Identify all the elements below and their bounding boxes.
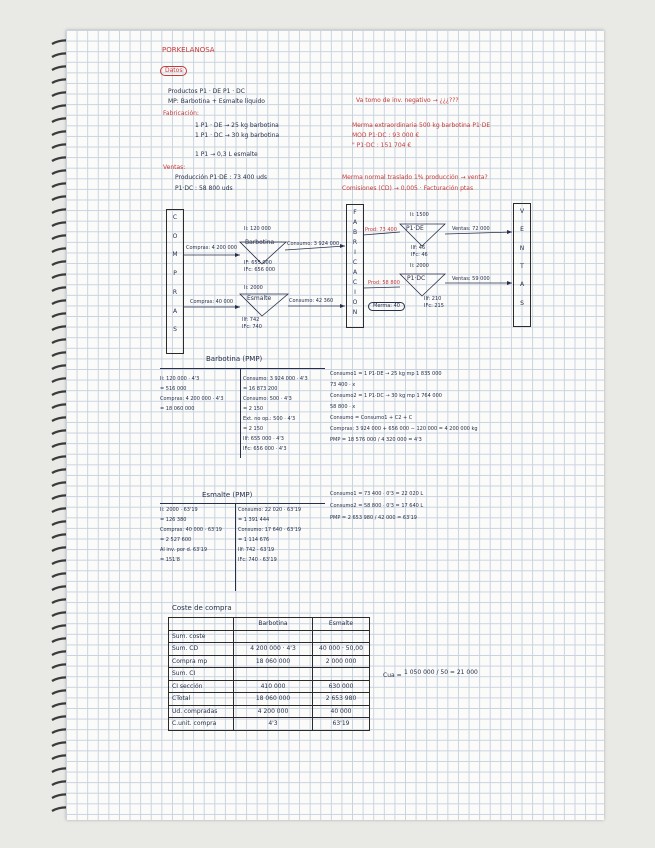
costes-row bbox=[169, 705, 370, 718]
de-prod: Prod: 73 400 bbox=[365, 227, 397, 233]
esm-consumo: Consumo: 42 360 bbox=[289, 298, 334, 304]
esmalte-debit-line: = 126 380 bbox=[160, 517, 187, 523]
costes-cell bbox=[313, 668, 370, 681]
esmalte-debit-line: Al inv. por d. 63'19 bbox=[160, 547, 208, 553]
intro-line-5: 1 P1 · DC → 30 kg barbotina bbox=[195, 132, 280, 139]
bar-if: IF: 655 000 bbox=[244, 260, 272, 266]
esmalte-debit-line: = 151'8 bbox=[160, 557, 180, 563]
ventas-letter: V bbox=[519, 208, 525, 215]
bar-ii: Ii: 120 000 bbox=[244, 226, 271, 232]
barbotina-debit-line: Ii: 120 000 · 4'3 bbox=[160, 376, 200, 382]
costes-col-barbotina: Barbotina bbox=[234, 618, 313, 631]
fabricacion-letter: A bbox=[352, 269, 358, 276]
costes-table bbox=[168, 617, 370, 731]
esmalte-credit-line: = 1 391 444 bbox=[238, 517, 270, 523]
costes-row bbox=[169, 718, 370, 731]
esmalte-heading: Esmalte (PMP) bbox=[202, 491, 253, 499]
costes-row-label: Ud. compradas bbox=[169, 705, 234, 718]
barbotina-note-line: 73 400 · x bbox=[330, 382, 356, 388]
note-2: Merma extraordinaria 500 kg barbotina P1·DE bbox=[352, 122, 491, 129]
esm-ii: Ii: 2000 bbox=[244, 285, 263, 291]
costes-cell: 630 000 bbox=[313, 680, 370, 693]
de-ii: Ii: 1500 bbox=[410, 212, 429, 218]
costes-row-label: Sum. CD bbox=[169, 643, 234, 656]
dc-ifc: IFc: 215 bbox=[424, 303, 444, 309]
esmalte-t-vertical bbox=[235, 503, 236, 591]
compras-letter: P bbox=[173, 270, 177, 278]
costes-cell: 40 000 · 50,00 bbox=[313, 643, 370, 656]
costes-cell: 4 200 000 · 4'3 bbox=[234, 643, 313, 656]
compras-letter: M bbox=[172, 251, 178, 259]
barbotina-debit-line: Compras: 4 200 000 · 4'3 bbox=[160, 396, 224, 402]
costes-cell bbox=[234, 630, 313, 643]
compras-letter: A bbox=[172, 307, 178, 315]
compras-letter: S bbox=[173, 326, 177, 334]
costes-row bbox=[169, 668, 370, 681]
barbotina-note-line: Compras: 3 924 000 + 656 000 − 120 000 = 4 200 000 kg bbox=[330, 426, 478, 432]
note-5: Merma normal traslado 1% producción → venta? bbox=[342, 174, 488, 181]
esm-compras: Compras: 40 000 bbox=[190, 299, 234, 305]
ventas-letter: S bbox=[520, 299, 524, 307]
barbotina-credit-line: = 2 150 bbox=[243, 426, 264, 432]
costes-cell: 18 060 000 bbox=[234, 655, 313, 668]
intro-line-2: MP: Barbotina + Esmalte líquido bbox=[168, 98, 265, 105]
esmalte-credit-line: IFc: 740 · 63'19 bbox=[238, 557, 277, 563]
intro-line-1: Productos P1 · DE P1 · DC bbox=[168, 88, 245, 95]
costes-row-label: Sum. CI bbox=[169, 668, 234, 681]
costes-corner bbox=[169, 618, 234, 631]
costes-cell: 2 653 980 bbox=[313, 693, 370, 706]
ventas-letter: A bbox=[519, 281, 525, 289]
costes-col-esmalte: Esmalte bbox=[313, 618, 370, 631]
bar-ifc: IFc: 656 000 bbox=[244, 267, 276, 273]
barbotina-credit-line: Ext. no op.: 500 · 4'3 bbox=[243, 416, 296, 422]
barbotina-debit-line: = 516 000 bbox=[160, 386, 187, 392]
esmalte-note-line: Consumo2 = 58 800 · 0'3 = 17 640 L bbox=[330, 503, 424, 509]
intro-line-3: Fabricación: bbox=[163, 110, 199, 117]
de-ventas: Ventas: 72 000 bbox=[452, 226, 490, 232]
costes-cell: 2 000 000 bbox=[313, 655, 370, 668]
esmalte-credit-line: Consumo: 22 020 · 63'19 bbox=[238, 507, 302, 513]
costes-row bbox=[169, 693, 370, 706]
fabricacion-letter: A bbox=[352, 219, 358, 226]
esm-if: IIf: 742 bbox=[242, 317, 260, 323]
de-ifc: IFc: 46 bbox=[411, 252, 428, 258]
fabricacion-letter: C bbox=[352, 279, 358, 286]
costes-row bbox=[169, 630, 370, 643]
fabricacion-letter: F bbox=[353, 209, 357, 216]
bar-compras: Compras: 4 200 000 bbox=[186, 245, 238, 251]
page-title: PORKELANOSA bbox=[162, 46, 215, 54]
costes-row bbox=[169, 680, 370, 693]
esmalte-debit-line: Ii: 2000 · 63'19 bbox=[160, 507, 198, 513]
intro-line-7: Ventas: bbox=[163, 164, 186, 171]
esmalte-note-line: PMP = 2 653 980 / 42 000 = 63'19 bbox=[330, 515, 417, 521]
esmalte-credit-line: IIf: 742 · 63'19 bbox=[238, 547, 275, 553]
barbotina-t-vertical bbox=[240, 368, 241, 458]
fabricacion-letter: I bbox=[354, 289, 356, 296]
costes-row bbox=[169, 655, 370, 668]
fabricacion-letter: N bbox=[352, 309, 358, 316]
compras-letter: R bbox=[172, 288, 178, 296]
costes-cell: 18 060 000 bbox=[234, 693, 313, 706]
esmalte-debit-line: = 2 527 600 bbox=[160, 537, 192, 543]
esmalte-t-horizontal bbox=[160, 503, 325, 504]
fabricacion-letter: B bbox=[352, 229, 358, 236]
barbotina-credit-line: = 16 873 200 bbox=[243, 386, 278, 392]
intro-line-9: P1·DC : 58 800 uds bbox=[175, 185, 233, 192]
intro-line-8: Producción P1·DE : 73 400 uds bbox=[175, 174, 268, 181]
costes-cell: 410 000 bbox=[234, 680, 313, 693]
esmalte-credit-line: Consumo: 17 640 · 63'19 bbox=[238, 527, 302, 533]
barbotina-note-line: PMP = 18 576 000 / 4 320 000 = 4'3 bbox=[330, 437, 422, 443]
barbotina-heading: Barbotina (PMP) bbox=[206, 355, 263, 363]
barbotina-note-line: Consumo1 = 1 P1·DE → 25 kg mp 1 835 000 bbox=[330, 371, 442, 377]
dc-if: IIf: 210 bbox=[424, 296, 442, 302]
compras-letter: O bbox=[172, 232, 178, 240]
bar-consumo: Consumo: 3 924 000 bbox=[287, 241, 340, 247]
note-4: " P1·DC : 151 704 € bbox=[352, 142, 412, 149]
ventas-letter: N bbox=[519, 244, 525, 252]
merma-box: Merma: 40 bbox=[368, 302, 405, 311]
cua-label: Cua = bbox=[383, 672, 402, 679]
costes-cell bbox=[234, 668, 313, 681]
cua-expression: 1 050 000 / 50 = 21 000 bbox=[404, 669, 478, 676]
fabricacion-letter: R bbox=[352, 239, 358, 246]
dc-ventas: Ventas: 59 000 bbox=[452, 276, 490, 282]
barbotina-credit-line: Consumo: 500 · 4'3 bbox=[243, 396, 292, 402]
costes-heading: Coste de compra bbox=[172, 604, 232, 612]
dc-ii: Ii: 2000 bbox=[410, 263, 429, 269]
costes-row bbox=[169, 643, 370, 656]
barbotina-note-line: Consumo2 = 1 P1·DC → 30 kg mp 1 764 000 bbox=[330, 393, 442, 399]
barbotina-note-line: Consumo = Consumo1 + C2 + C bbox=[330, 415, 413, 421]
costes-row-label: CTotal bbox=[169, 693, 234, 706]
de-if: IIf: 46 bbox=[411, 245, 426, 251]
costes-cell: 4'3 bbox=[234, 718, 313, 731]
barbotina-note-line: 58 800 · x bbox=[330, 404, 356, 410]
costes-row-label: C.unit. compra bbox=[169, 718, 234, 731]
p1dc-label: P1·DC bbox=[407, 275, 426, 282]
note-6: Comisiones (CD) → 0,005 · Facturación ptas bbox=[342, 185, 474, 192]
esmalte-note-line: Consumo1 = 73 400 · 0'3 = 22 020 L bbox=[330, 491, 424, 497]
fabricacion-letter: C bbox=[352, 259, 358, 266]
section-datos: Datos bbox=[160, 66, 187, 76]
dc-prod: Prod: 58 800 bbox=[368, 280, 400, 286]
fabricacion-letter: O bbox=[352, 299, 358, 306]
ventas-letter: E bbox=[520, 226, 524, 234]
esm-ifc: IFc: 740 bbox=[242, 324, 262, 330]
costes-row-label: Compra mp bbox=[169, 655, 234, 668]
barbotina-t-horizontal bbox=[160, 368, 325, 369]
barbotina-credit-line: Consumo: 3 924 000 · 4'3 bbox=[243, 376, 308, 382]
intro-line-6: 1 P1 → 0,3 L esmalte bbox=[195, 151, 258, 158]
intro-line-4: 1 P1 · DE → 25 kg barbotina bbox=[195, 122, 279, 129]
esmalte-debit-line: Compras: 40 000 · 63'19 bbox=[160, 527, 222, 533]
costes-cell: 4 200 000 bbox=[234, 705, 313, 718]
costes-cell: 40 000 bbox=[313, 705, 370, 718]
fabricacion-letter: I bbox=[354, 249, 356, 256]
costes-cell bbox=[313, 630, 370, 643]
esmalte-label: Esmalte bbox=[247, 295, 272, 302]
costes-row-label: Sum. coste bbox=[169, 630, 234, 643]
costes-cell: 63'19 bbox=[313, 718, 370, 731]
p1de-label: P1·DE bbox=[406, 225, 424, 232]
esmalte-credit-line: = 1 114 676 bbox=[238, 537, 270, 543]
barbotina-label: Barbotina bbox=[245, 239, 275, 246]
barbotina-credit-line: IFc: 656 000 · 4'3 bbox=[243, 446, 287, 452]
compras-letter: C bbox=[172, 214, 178, 221]
ventas-letter: T bbox=[520, 263, 524, 270]
barbotina-debit-line: = 18 060 000 bbox=[160, 406, 195, 412]
barbotina-credit-line: IIf: 655 000 · 4'3 bbox=[243, 436, 284, 442]
note-1: Va tomo de inv. negativo → ¿¿¿??? bbox=[356, 97, 459, 104]
barbotina-credit-line: = 2 150 bbox=[243, 406, 264, 412]
note-3: MOD P1·DC : 93 000 € bbox=[352, 132, 420, 139]
costes-row-label: CI sección bbox=[169, 680, 234, 693]
